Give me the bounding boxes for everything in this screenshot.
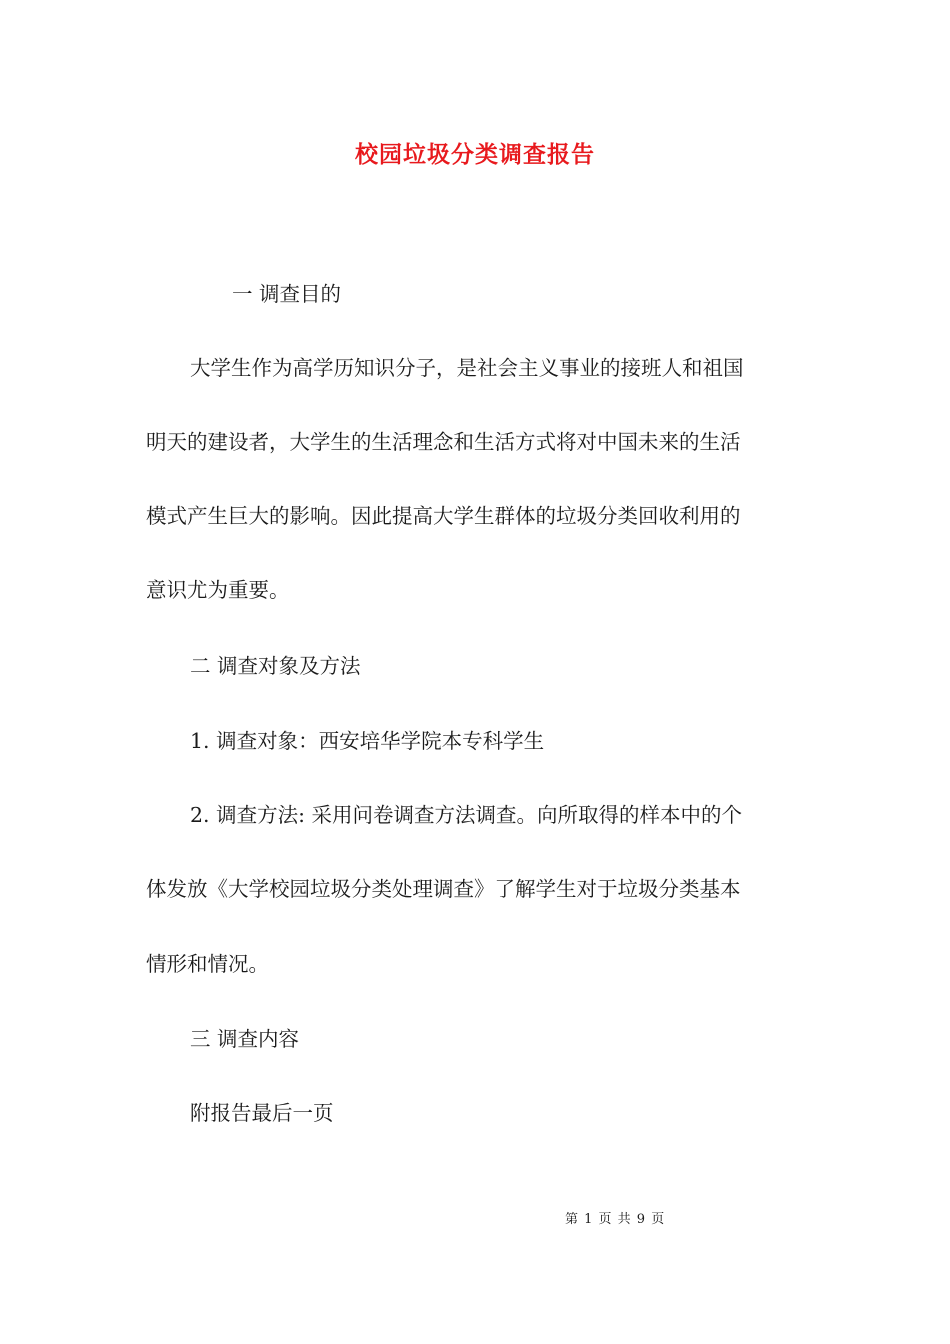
paragraph-line: 明天的建设者，大学生的生活理念和生活方式将对中国未来的生活 — [146, 430, 741, 454]
section-heading-subjects-methods: 二 调查对象及方法 — [190, 654, 361, 678]
list-item-method-line: 情形和情况。 — [146, 952, 269, 976]
list-item-method-line: 2. 调查方法: 采用问卷调查方法调查。向所取得的样本中的个 — [190, 803, 742, 827]
list-item-subjects: 1. 调查对象：西安培华学院本专科学生 — [190, 729, 545, 753]
page-number-footer: 第 1 页 共 9 页 — [565, 1212, 666, 1227]
paragraph-line: 模式产生巨大的影响。因此提高大学生群体的垃圾分类回收利用的 — [146, 504, 741, 528]
section-heading-content: 三 调查内容 — [190, 1027, 300, 1051]
paragraph-line: 意识尤为重要。 — [146, 578, 290, 602]
document-title: 校园垃圾分类调查报告 — [355, 141, 595, 168]
section-heading-purpose: 一 调查目的 — [232, 282, 342, 306]
appendix-note: 附报告最后一页 — [190, 1101, 334, 1125]
list-item-method-line: 体发放《大学校园垃圾分类处理调查》了解学生对于垃圾分类基本 — [146, 877, 741, 901]
paragraph-line: 大学生作为高学历知识分子，是社会主义事业的接班人和祖国 — [190, 356, 744, 380]
